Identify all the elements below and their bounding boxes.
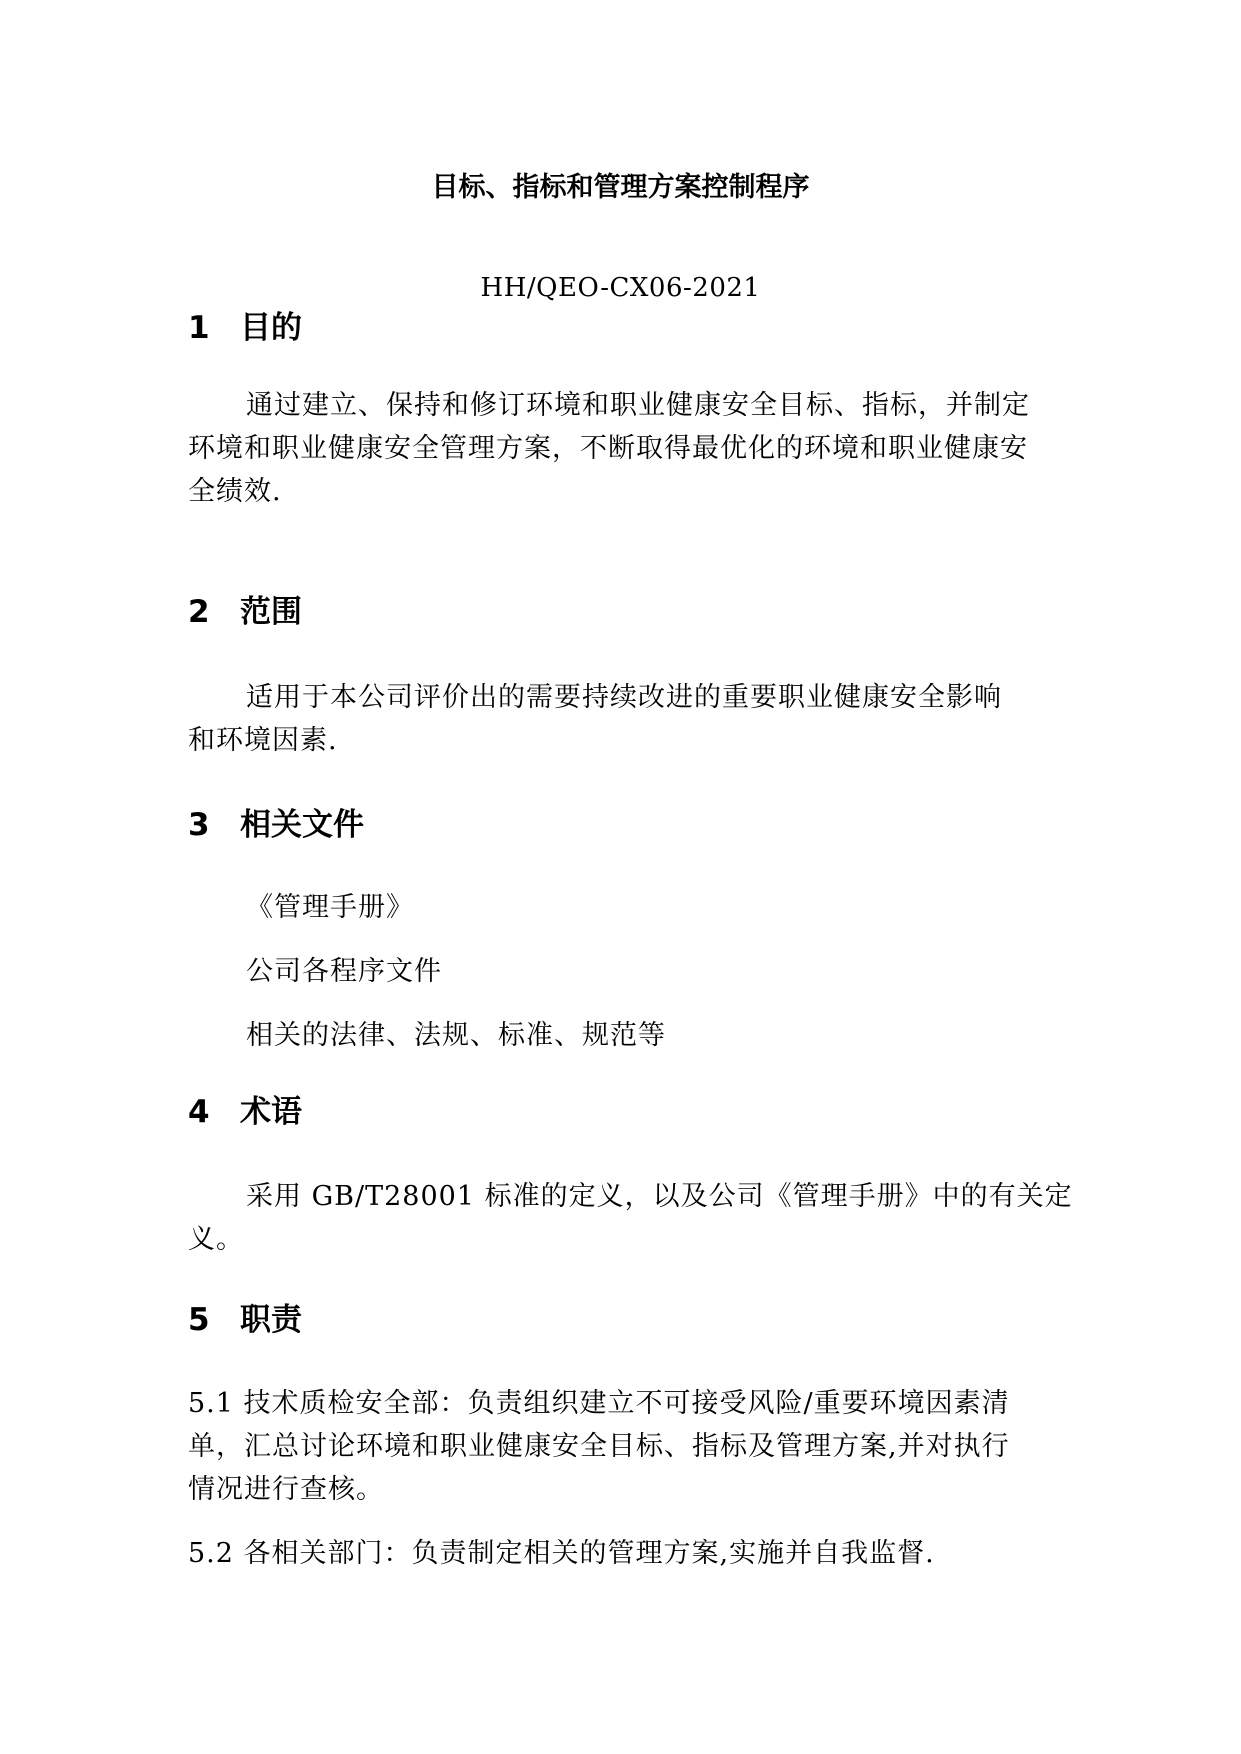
section-heading-terms <box>188 1090 302 1134</box>
section-purpose-paragraph <box>188 384 1058 513</box>
paragraph-line: 适用于本公司评价出的需要持续改进的重要职业健康安全影响 <box>246 682 1002 713</box>
document-code: HH/QEO-CX06-2021 <box>480 273 761 303</box>
section-title: 相关文件 <box>240 807 364 843</box>
paragraph-line: 情况进行查核。 <box>188 1474 384 1505</box>
section-heading-related-documents <box>188 803 364 847</box>
section-number: 2 <box>188 594 210 630</box>
section-title: 目的 <box>240 310 302 346</box>
section-number: 1 <box>188 310 210 346</box>
related-document-item: 公司各程序文件 <box>246 956 442 987</box>
section-heading-scope <box>188 590 302 634</box>
section-number: 3 <box>188 807 210 843</box>
related-document-item: 《管理手册》 <box>246 892 414 923</box>
paragraph-line: 通过建立、保持和修订环境和职业健康安全目标、指标，并制定 <box>246 390 1030 421</box>
paragraph-line: 义。 <box>188 1224 244 1255</box>
section-terms-paragraph <box>188 1175 1073 1261</box>
section-number: 4 <box>188 1094 210 1130</box>
section-number: 5 <box>188 1302 210 1338</box>
responsibility-clause-5-2 <box>188 1532 1058 1575</box>
paragraph-line: 单，汇总讨论环境和职业健康安全目标、指标及管理方案,并对执行 <box>188 1431 1010 1462</box>
paragraph-line: 5.1 技术质检安全部：负责组织建立不可接受风险/重要环境因素清 <box>188 1388 1010 1419</box>
paragraph-line: 5.2 各相关部门：负责制定相关的管理方案,实施并自我监督. <box>188 1538 935 1569</box>
section-title: 术语 <box>240 1094 302 1130</box>
related-document-item: 相关的法律、法规、标准、规范等 <box>246 1020 666 1051</box>
section-title: 范围 <box>240 594 302 630</box>
responsibility-clause-5-1 <box>188 1382 1058 1511</box>
paragraph-line: 环境和职业健康安全管理方案，不断取得最优化的环境和职业健康安 <box>188 433 1028 464</box>
paragraph-line: 采用 GB/T28001 标准的定义，以及公司《管理手册》中的有关定 <box>246 1181 1073 1212</box>
paragraph-line: 和环境因素. <box>188 725 338 756</box>
section-title: 职责 <box>240 1302 302 1338</box>
section-scope-paragraph <box>188 676 1058 762</box>
section-heading-purpose <box>188 306 302 350</box>
document-title: 目标、指标和管理方案控制程序 <box>431 172 810 203</box>
section-heading-responsibilities <box>188 1298 302 1342</box>
paragraph-line: 全绩效. <box>188 476 282 507</box>
